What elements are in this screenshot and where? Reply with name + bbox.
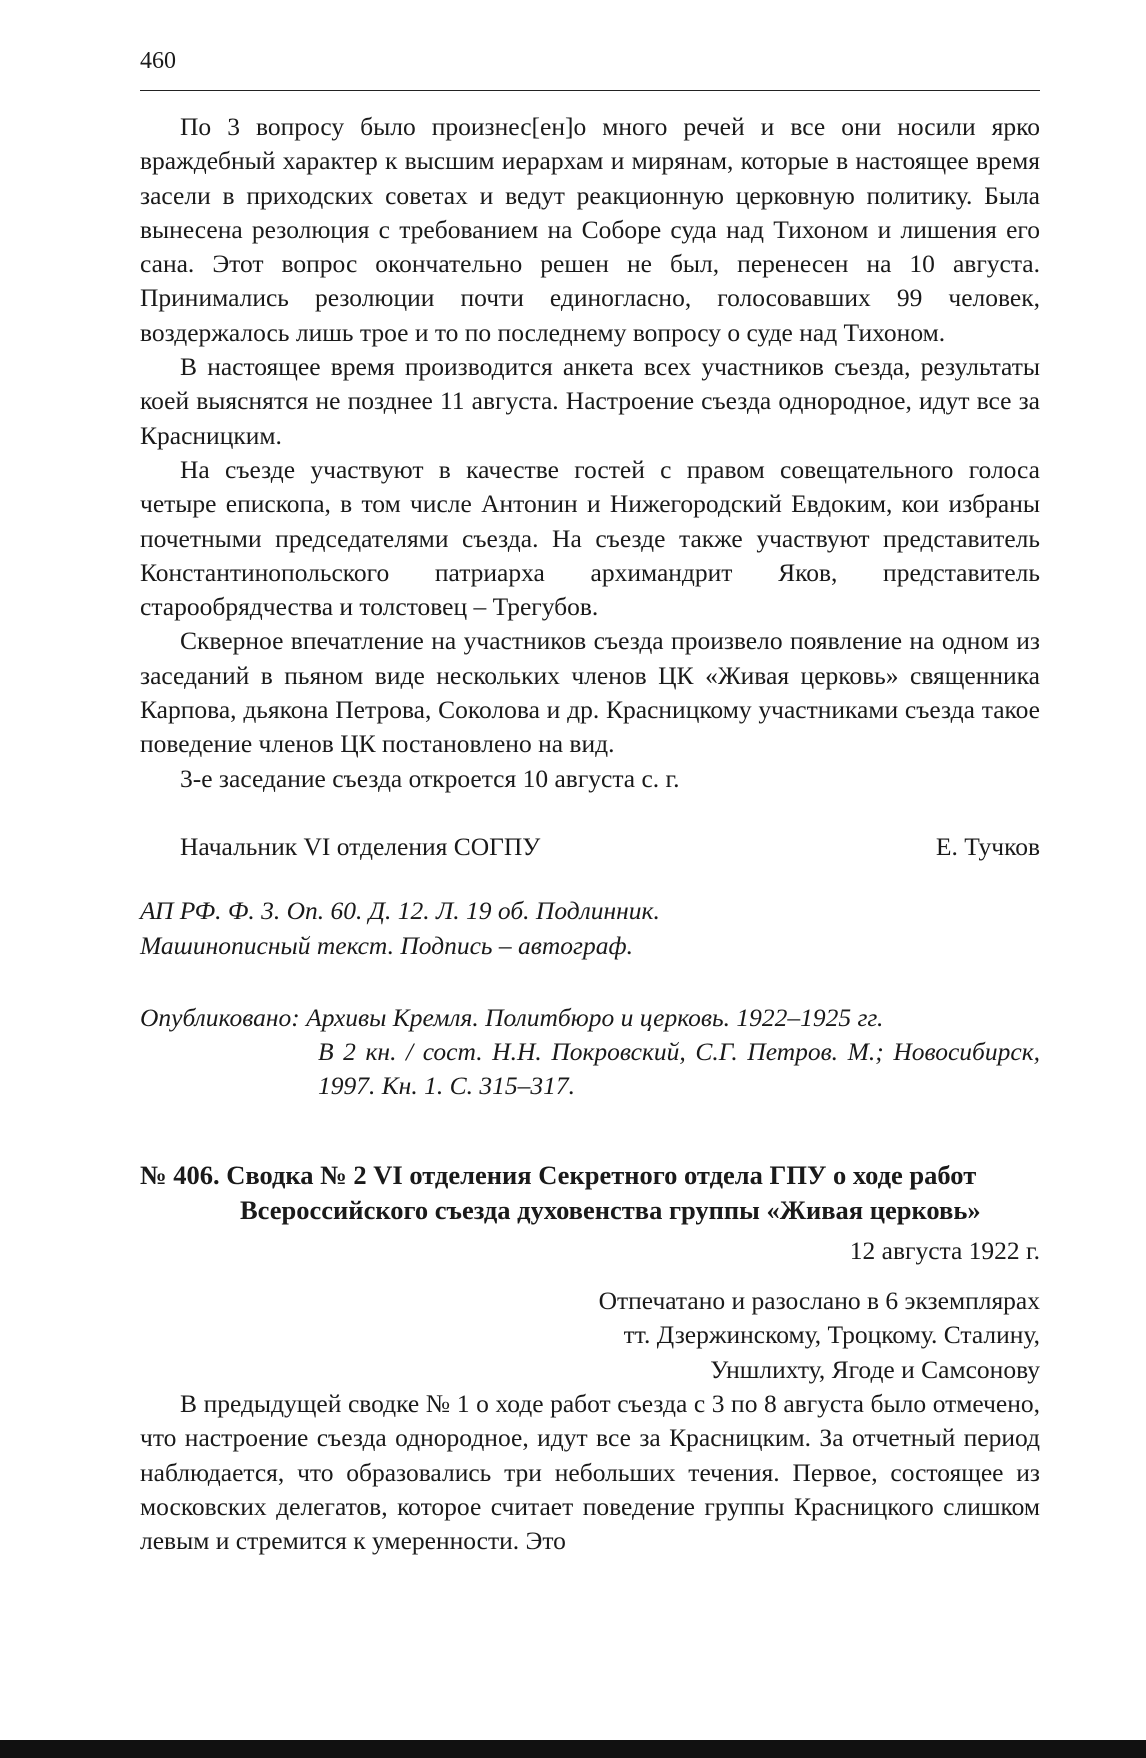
archive-reference [140,894,1040,963]
published-rest: В 2 кн. / сост. Н.Н. Покровский, С.Г. Петров. М.; Новосибирск, 1997. Кн. 1. С. 315–317. [318,1037,1040,1101]
signature-name: Е. Тучков [935,831,1040,861]
scan-edge-bar [0,1740,1146,1758]
distribution-note [140,1284,1040,1387]
document-title: № 406. Сводка № 2 VI отделения Секретного отдела ГПУ о ходе работ Всероссийского съезда духовенства группы «Живая церковь» [140,1159,981,1225]
page-content [140,110,1040,1558]
archive-line-2: Машинописный текст. Подпись – автограф. [140,930,633,960]
paragraph-guests: На съезде участвуют в качестве гостей с правом совещательного голоса четыре епископа, в том числе Антонин и Нижегородский Евдоким, кои избраны почетными председателями съезда. На съезде также участвуют представитель Константинопольского патриарха архимандрит Яков, представитель старообрядчества и толстовец – Трегубов. [140,454,1040,622]
archive-line-1: АП РФ. Ф. 3. Оп. 60. Д. 12. Л. 19 об. Подлинник. [140,896,660,926]
paragraph-vote: По 3 вопросу было произнес[ен]о много речей и все они носили ярко враждебный характер к высшим иерархам и мирянам, которые в настоящее время засели в приходских советах и ведут реакционную церковную политику. Была вынесена резолюция с требованием на Соборе суда над Тихоном и лишения его сана. Этот вопрос окончательно решен не был, перенесен на 10 августа. Принимались резолюции почти единогласно, голосовавших 99 человек, воздержалось лишь трое и то по последнему вопросу о суде над Тихоном. [140,112,1040,347]
distribution-line-3: Уншлихту, Ягоде и Самсонову [710,1354,1040,1384]
document-body: В предыдущей сводке № 1 о ходе работ съезда с 3 по 8 августа было отмечено, что настроение съезда однородное, идут все за Красницким. За отчетный период наблюдается, что образовались три небольших течения. Первое, состоящее из московских делегатов, которое считает поведение группы Красницкого слишком левым и стремится к умеренности. Это [140,1388,1040,1556]
document-date: 12 августа 1922 г. [849,1235,1040,1265]
published-lead: Опубликовано: Архивы Кремля. Политбюро и церковь. 1922–1925 гг. [140,1002,884,1032]
signature-position: Начальник VI отделения СОГПУ [180,831,541,861]
distribution-line-1: Отпечатано и разослано в 6 экземплярах [598,1286,1040,1316]
paragraph-survey: В настоящее время производится анкета всех участников съезда, результаты коей выяснятся не позднее 11 августа. Настроение съезда однородное, идут все за Красницким. [140,352,1040,450]
published-reference [140,1001,1040,1104]
distribution-line-2: тт. Дзержинскому, Троцкому. Сталину, [623,1320,1040,1350]
header-rule [140,90,1040,91]
page-number: 460 [140,48,176,74]
signature-block [140,830,1040,864]
paragraph-next-session: 3-е заседание съезда откроется 10 августа с. г. [180,763,680,793]
paragraph-impression: Скверное впечатление на участников съезда произвело появление на одном из заседаний в пьяном виде нескольких членов ЦК «Живая церковь» священника Карпова, дьякона Петрова, Соколова и др. Красницкому участниками съезда такое поведение членов ЦК постановлено на вид. [140,626,1040,759]
